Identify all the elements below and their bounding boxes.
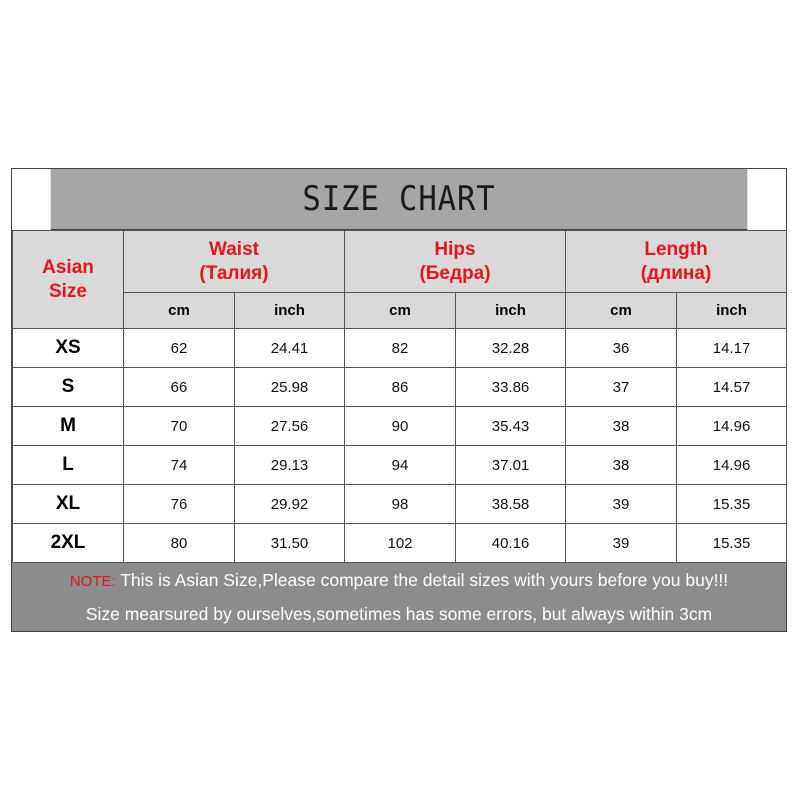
note-line-2: Size mearsured by ourselves,sometimes has some errors, but always within 3cm — [85, 603, 713, 624]
value-cell: 36 — [566, 329, 677, 368]
value-cell: 102 — [345, 524, 456, 563]
value-cell: 62 — [124, 329, 235, 368]
value-cell: 31.50 — [235, 524, 345, 563]
header-group-row — [13, 231, 787, 293]
value-cell: 82 — [345, 329, 456, 368]
length-header — [566, 231, 787, 293]
value-cell: 24.41 — [235, 329, 345, 368]
note-label: NOTE: — [69, 572, 116, 590]
value-cell: 14.17 — [677, 329, 787, 368]
value-cell: 14.96 — [677, 407, 787, 446]
table-row — [13, 485, 787, 524]
value-cell: 29.13 — [235, 446, 345, 485]
value-cell: 15.35 — [677, 524, 787, 563]
value-cell: 38.58 — [456, 485, 566, 524]
value-cell: 27.56 — [235, 407, 345, 446]
length-header-line1: Length — [644, 238, 708, 260]
size-cell: S — [13, 368, 124, 407]
waist-header — [124, 231, 345, 293]
value-cell: 25.98 — [235, 368, 345, 407]
value-cell: 33.86 — [456, 368, 566, 407]
value-cell: 37 — [566, 368, 677, 407]
unit-header: cm — [345, 293, 456, 329]
value-cell: 39 — [566, 485, 677, 524]
size-table — [12, 230, 787, 563]
value-cell: 37.01 — [456, 446, 566, 485]
value-cell: 14.96 — [677, 446, 787, 485]
hips-header-line2: (Бедра) — [419, 262, 491, 284]
length-header-line2: (длина) — [640, 262, 712, 284]
value-cell: 98 — [345, 485, 456, 524]
table-row — [13, 524, 787, 563]
note-text-1: This is Asian Size,Please compare the detail sizes with yours before you buy!!! — [115, 569, 729, 590]
value-cell: 74 — [124, 446, 235, 485]
size-cell: L — [13, 446, 124, 485]
table-row — [13, 368, 787, 407]
value-cell: 35.43 — [456, 407, 566, 446]
table-row — [13, 446, 787, 485]
value-cell: 76 — [124, 485, 235, 524]
table-row — [13, 407, 787, 446]
value-cell: 70 — [124, 407, 235, 446]
value-cell: 80 — [124, 524, 235, 563]
value-cell: 14.57 — [677, 368, 787, 407]
value-cell: 15.35 — [677, 485, 787, 524]
size-cell: 2XL — [13, 524, 124, 563]
value-cell: 38 — [566, 407, 677, 446]
value-cell: 66 — [124, 368, 235, 407]
hips-header — [345, 231, 566, 293]
size-cell: XS — [13, 329, 124, 368]
size-chart — [11, 168, 787, 632]
size-cell: M — [13, 407, 124, 446]
value-cell: 29.92 — [235, 485, 345, 524]
asian-size-header-line2: Size — [48, 280, 88, 302]
value-cell: 90 — [345, 407, 456, 446]
value-cell: 86 — [345, 368, 456, 407]
asian-size-header — [13, 231, 124, 329]
note-bar — [12, 563, 786, 631]
waist-header-line2: (Талия) — [199, 262, 269, 284]
value-cell: 39 — [566, 524, 677, 563]
unit-header: inch — [235, 293, 345, 329]
unit-header: inch — [677, 293, 787, 329]
size-cell: XL — [13, 485, 124, 524]
table-row — [13, 329, 787, 368]
waist-header-line1: Waist — [209, 238, 259, 260]
value-cell: 40.16 — [456, 524, 566, 563]
asian-size-header-line1: Asian — [42, 256, 94, 278]
note-line-1 — [70, 564, 728, 598]
chart-title: SIZE CHART — [51, 169, 748, 230]
value-cell: 38 — [566, 446, 677, 485]
header-unit-row — [13, 293, 787, 329]
unit-header: cm — [124, 293, 235, 329]
hips-header-line1: Hips — [434, 238, 476, 260]
unit-header: inch — [456, 293, 566, 329]
unit-header: cm — [566, 293, 677, 329]
value-cell: 94 — [345, 446, 456, 485]
value-cell: 32.28 — [456, 329, 566, 368]
